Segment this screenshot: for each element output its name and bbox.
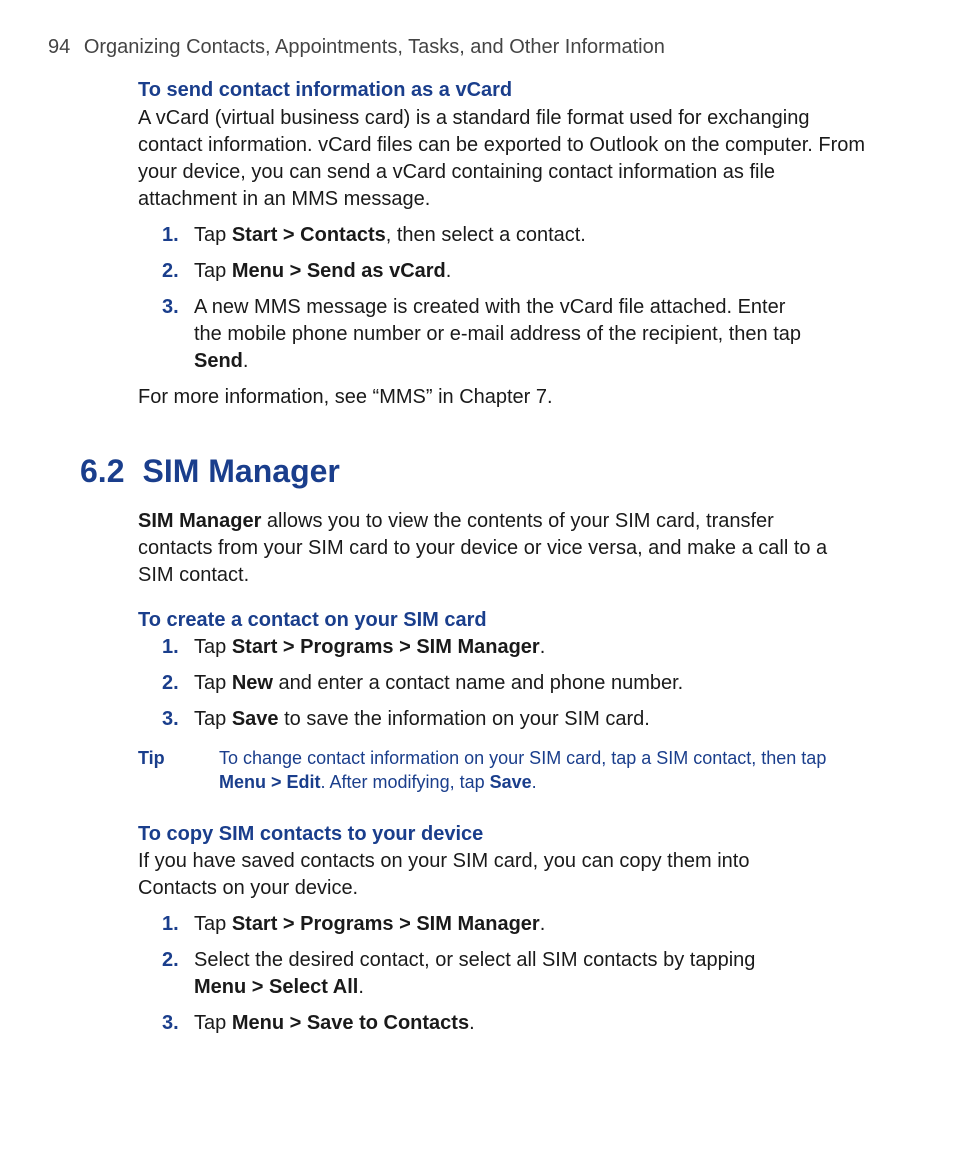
sim-intro: SIM Manager allows you to view the contents of your SIM card, transfer contacts from your SIM card to your device or vice versa, and make a call to a SIM contact. — [138, 510, 828, 586]
running-title: Organizing Contacts, Appointments, Tasks, and Other Information — [83, 36, 665, 58]
create-procedure-title: To create a contact on your SIM card — [138, 609, 487, 631]
list-item: 2. Tap New and enter a contact name and phone number. — [162, 672, 684, 694]
section-number: 6.2 — [80, 453, 125, 489]
list-item: 3. A new MMS message is created with the vCard file attached. Enter the mobile phone number or e-mail address of the recipient, then tap Send. — [162, 296, 802, 372]
copy-steps — [138, 911, 868, 1037]
list-item: 1. Tap Start > Programs > SIM Manager. — [162, 636, 546, 658]
list-item: 1. Tap Start > Programs > SIM Manager. — [162, 913, 546, 935]
copy-procedure-title: To copy SIM contacts to your device — [138, 823, 484, 845]
vcard-procedure-title: To send contact information as a vCard — [138, 79, 513, 101]
create-steps — [138, 634, 868, 733]
copy-block — [138, 821, 868, 1037]
list-item: 3. Tap Menu > Save to Contacts. — [162, 1012, 475, 1034]
vcard-block — [138, 77, 868, 411]
tip-body: To change contact information on your SIM card, tap a SIM contact, then tap Menu > Edit. After modifying, tap Save. — [219, 748, 827, 792]
tip-label: Tip — [138, 748, 165, 768]
vcard-more-info: For more information, see “MMS” in Chapter 7. — [138, 386, 553, 408]
vcard-steps — [138, 222, 868, 375]
list-item: 2. Select the desired contact, or select all SIM contacts by tapping Menu > Select All. — [162, 949, 756, 998]
page-number: 94 — [48, 36, 71, 58]
section-heading — [80, 453, 340, 490]
section-title: SIM Manager — [142, 453, 340, 489]
list-item: 2. Tap Menu > Send as vCard. — [162, 260, 452, 282]
sim-intro-block — [138, 508, 868, 589]
create-block — [138, 607, 868, 733]
page-header — [48, 36, 665, 59]
copy-intro: If you have saved contacts on your SIM card, you can copy them into Contacts on your device. — [138, 850, 750, 899]
list-item: 1. Tap Start > Contacts, then select a contact. — [162, 224, 586, 246]
tip-note — [138, 746, 868, 794]
list-item: 3. Tap Save to save the information on your SIM card. — [162, 708, 650, 730]
vcard-intro: A vCard (virtual business card) is a standard file format used for exchanging contact information. vCard files can be exported to Outlook on the computer. From your device, you can send a vCard containing contact information as file attachment in an MMS message. — [138, 107, 866, 210]
